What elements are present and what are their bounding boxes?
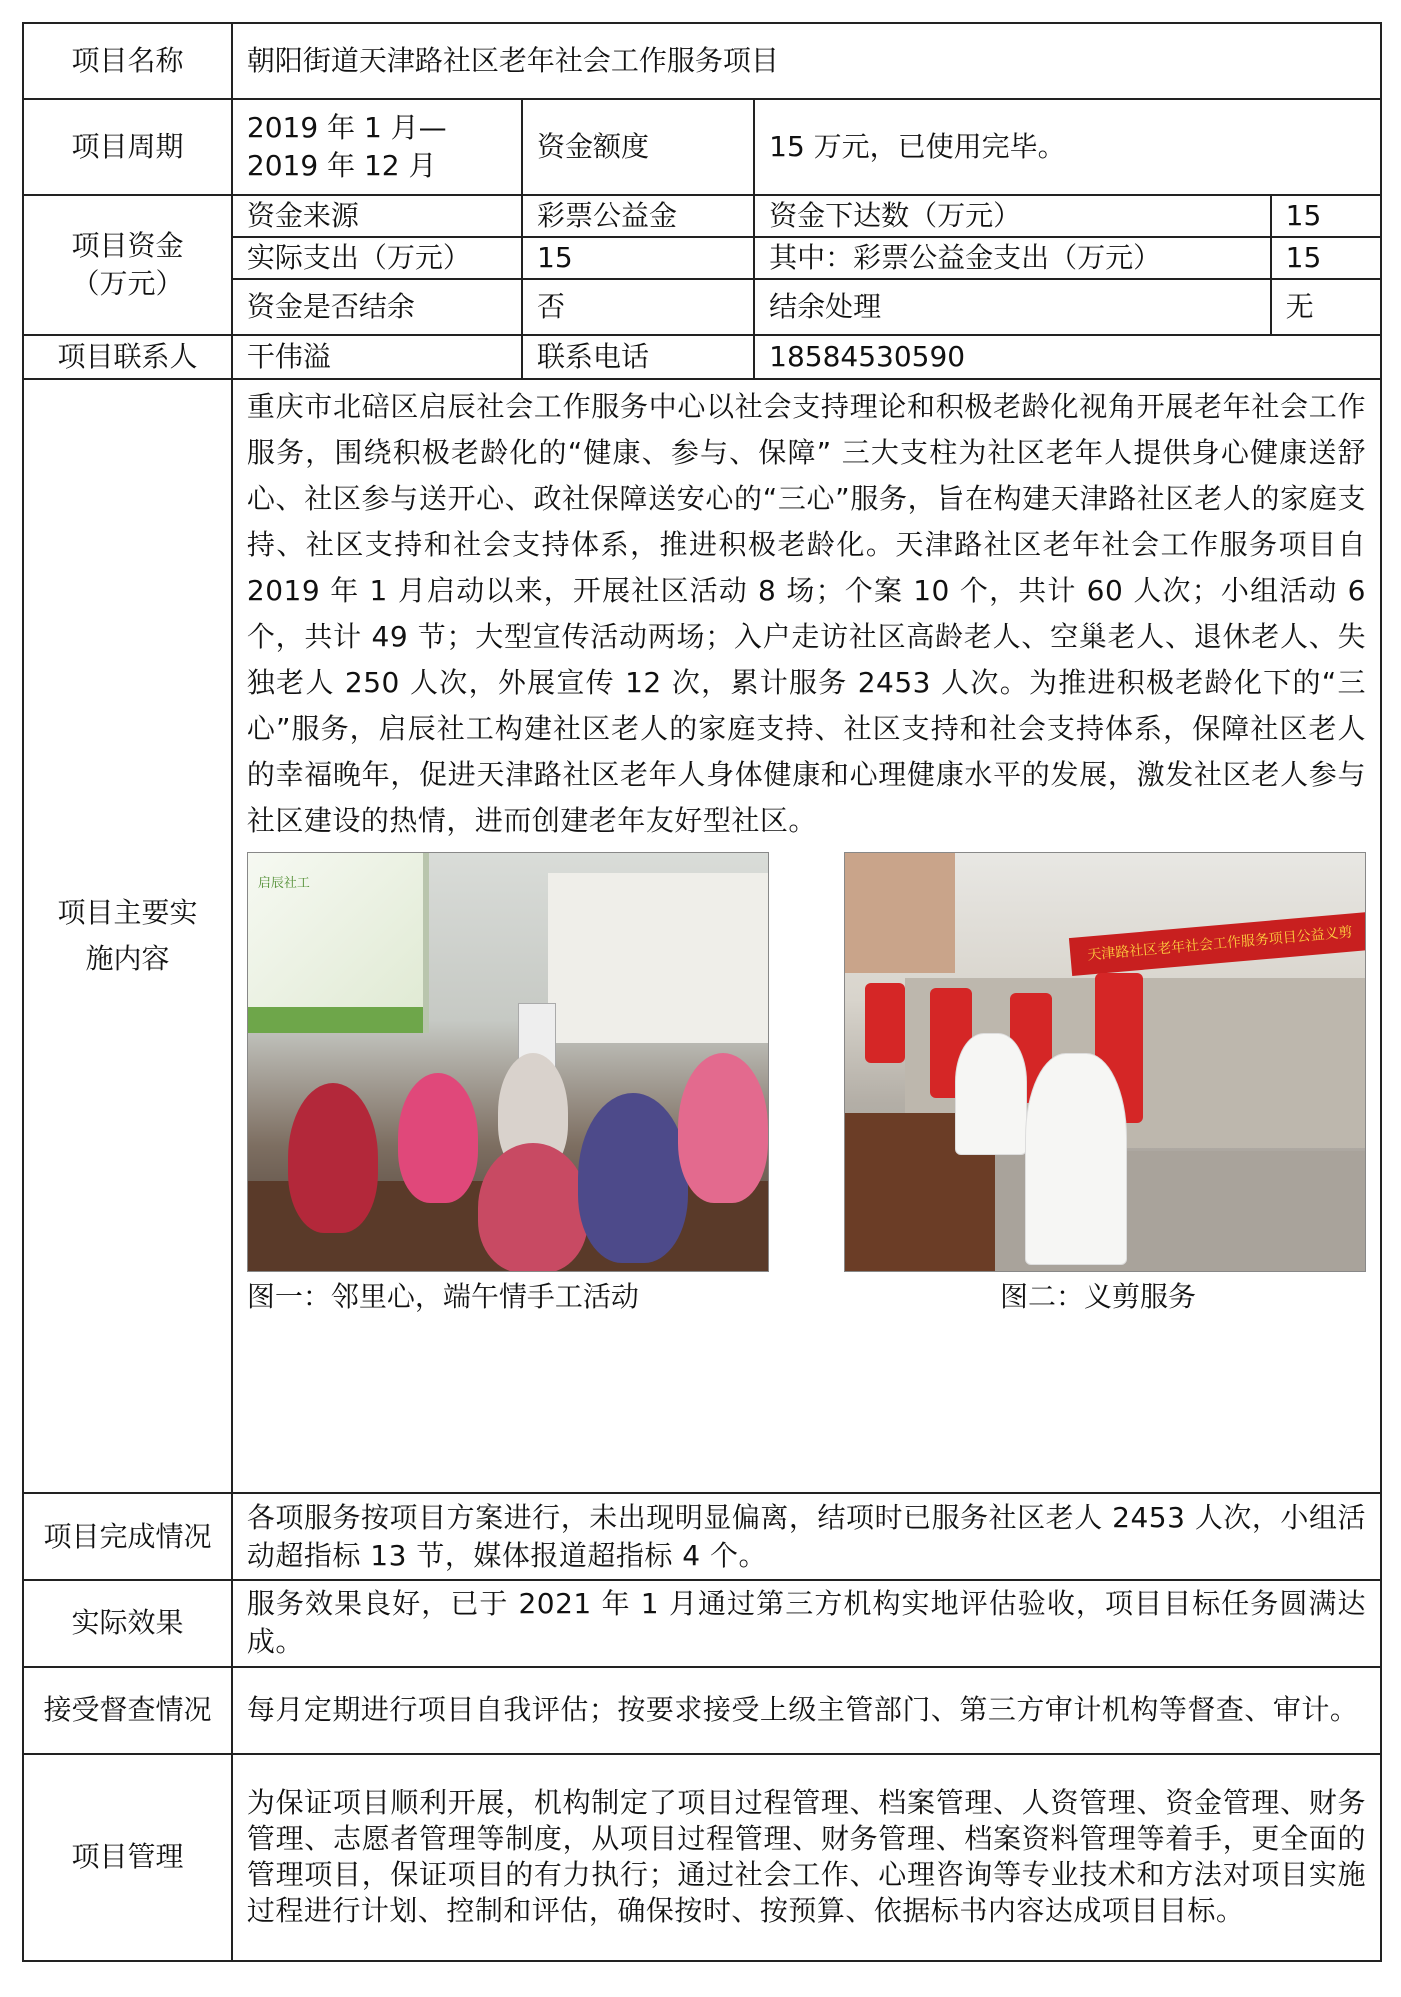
completion-value: 各项服务按项目方案进行，未出现明显偏离，结项时已服务社区老人 2453 人次，小组活动超指标 13 节，媒体报道超指标 4 个。 [232,1493,1381,1580]
fund-amount-label: 资金额度 [522,99,754,195]
project-period-label: 项目周期 [23,99,232,195]
screen-logo: 启辰社工 [257,876,310,892]
content-label-text: 项目主要实施内容 [57,896,198,976]
project-name-label: 项目名称 [23,23,232,99]
fund-issued-value: 15 [1271,195,1381,237]
completion-label: 项目完成情况 [23,1493,232,1580]
balance-handle-value: 无 [1271,279,1381,335]
phone-value: 18584530590 [754,335,1381,380]
photo-row [247,852,1366,1272]
contact-value: 干伟溢 [232,335,522,380]
supervision-label: 接受督查情况 [23,1667,232,1754]
project-name-value: 朝阳街道天津路社区老年社会工作服务项目 [232,23,1381,99]
building [845,853,955,973]
screen-bar [248,1007,423,1033]
fund-amount-value: 15 万元，已使用完毕。 [754,99,1381,195]
actual-spend-label: 实际支出（万元） [232,237,522,279]
caption-2: 图二：义剪服务 [999,1280,1196,1314]
supervision-value: 每月定期进行项目自我评估；按要求接受上级主管部门、第三方审计机构等督查、审计。 [232,1667,1381,1754]
balance-value: 否 [522,279,754,335]
window-blind [548,873,768,1043]
project-funds-label [23,195,232,335]
projector-screen [248,853,429,1033]
content-cell [232,379,1381,1493]
photo-handicraft-activity [247,852,769,1272]
person [478,1143,588,1272]
fund-source-label: 资金来源 [232,195,522,237]
actual-spend-value: 15 [522,237,754,279]
fund-issued-label: 资金下达数（万元） [754,195,1270,237]
effect-value: 服务效果良好，已于 2021 年 1 月通过第三方机构实地评估验收，项目目标任务圆满达成。 [232,1580,1381,1667]
project-period-value: 2019 年 1 月—2019 年 12 月 [232,99,522,195]
effect-label: 实际效果 [23,1580,232,1667]
fund-source-value: 彩票公益金 [522,195,754,237]
project-funds-label-text: 项目资金（万元） [71,228,184,300]
balance-handle-label: 结余处理 [754,279,1270,335]
balance-label: 资金是否结余 [232,279,522,335]
haircut-cape [955,1033,1027,1155]
lottery-spend-label: 其中：彩票公益金支出（万元） [754,237,1270,279]
red-banner: 天津路社区老年社会工作服务项目公益义剪 [1069,912,1366,976]
photo-haircut-service [844,852,1366,1272]
management-value: 为保证项目顺利开展，机构制定了项目过程管理、档案管理、人资管理、资金管理、财务管理、志愿者管理等制度，从项目过程管理、财务管理、档案资料管理等着手，更全面的管理项目，保证项目的有力执行；通过社会工作、心理咨询等专业技术和方法对项目实施过程进行计划、控制和评估，确保按时、按预算、依据标书内容达成项目目标。 [232,1754,1381,1961]
lottery-spend-value: 15 [1271,237,1381,279]
project-table [22,22,1382,1962]
phone-label: 联系电话 [522,335,754,380]
content-paragraph: 重庆市北碚区启辰社会工作服务中心以社会支持理论和积极老龄化视角开展老年社会工作服务，围绕积极老龄化的“健康、参与、保障” 三大支柱为社区老年人提供身心健康送舒心、社区参与送开心、政社保障送安心的“三心”服务，旨在构建天津路社区老人的家庭支持、社区支持和社会支持体系，推进积极老龄化。天津路社区老年社会工作服务项目自 2019 年 1 月启动以来，开展社区活动 8 场；个案 10 个，共计 60 人次；小组活动 6 个，共计 49 节；大型宣传活动两场；入户走访社区高龄老人、空巢老人、退休老人、失独老人 250 人次，外展宣传 12 次，累计服务 2453 人次。为推进积极老龄化下的“三心”服务，启辰社工构建社区老人的家庭支持、社区支持和社会支持体系，保障社区老人的幸福晚年，促进天津路社区老年人身体健康和心理健康水平的发展，激发社区老人参与社区建设的热情，进而创建老年友好型社区。 [246,390,1366,838]
caption-1: 图一：邻里心，端午情手工活动 [246,1280,639,1314]
management-label: 项目管理 [23,1754,232,1961]
caption-row [247,1274,1366,1320]
person [288,1083,378,1233]
haircut-cape [1025,1053,1127,1265]
content-label [23,379,232,1493]
person [578,1093,688,1263]
person [678,1053,768,1203]
contact-label: 项目联系人 [23,335,232,380]
volunteer [865,983,905,1063]
person [398,1073,478,1203]
